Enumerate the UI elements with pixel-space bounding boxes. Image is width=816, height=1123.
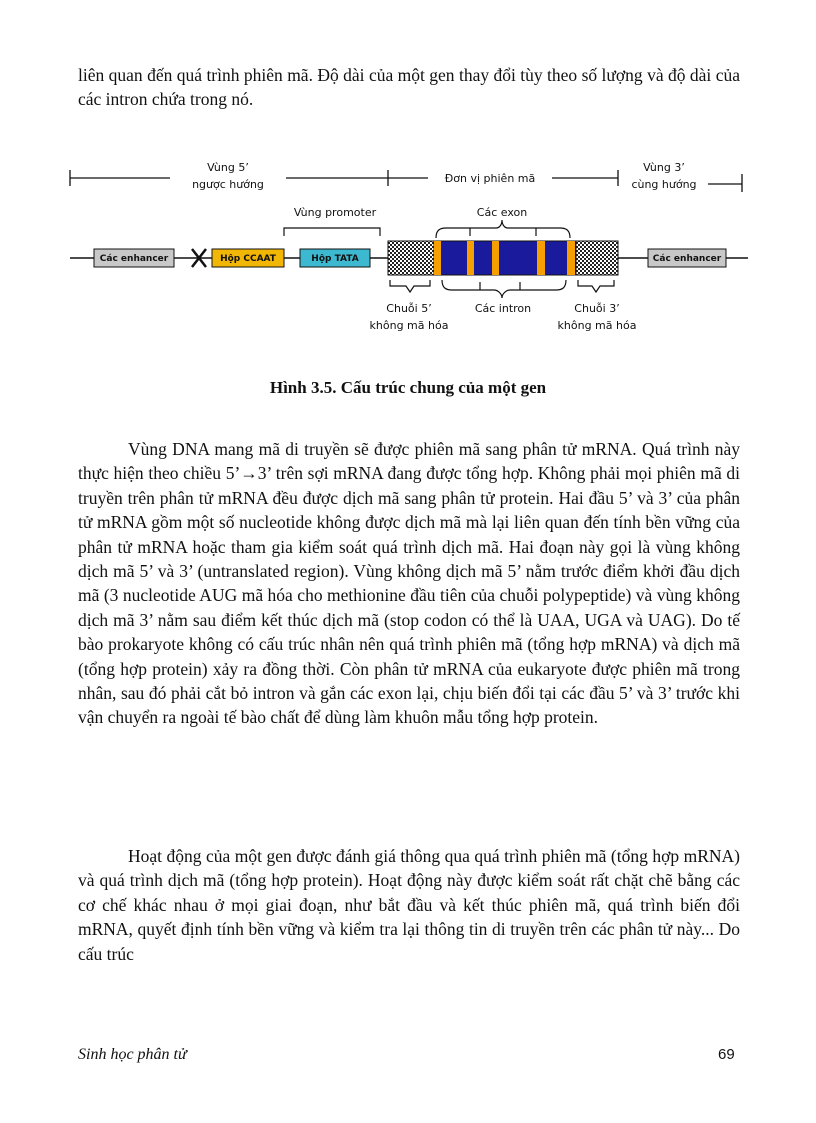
upstream-label-line2: ngược hướng: [192, 178, 264, 191]
downstream-label-line2: cùng hướng: [631, 178, 697, 191]
upstream-label-line1: Vùng 5’: [207, 161, 249, 174]
utr3-segment: [576, 241, 618, 275]
footer-book-title: Sinh học phân tử: [78, 1046, 187, 1063]
lower-braces: [390, 280, 614, 298]
exon-2: [467, 241, 474, 275]
exon-4: [537, 241, 545, 275]
page-number: 69: [718, 1046, 735, 1063]
coding-region: [434, 241, 576, 275]
exon-3: [492, 241, 499, 275]
exons-label: Các exon: [476, 206, 528, 219]
utr5-label-line2: không mã hóa: [369, 319, 449, 332]
figure-caption: Hình 3.5. Cấu trúc chung của một gen: [269, 378, 547, 397]
exons-brace: [436, 220, 570, 238]
utr3-label-line2: không mã hóa: [557, 319, 637, 332]
utr3-label-line1: Chuỗi 3’: [574, 302, 620, 315]
body-paragraph-2: Hoạt động của một gen được đánh giá thông qua quá trình phiên mã (tổng hợp mRNA) và quá trình dịch mã (tổng hợp protein). Hoạt động này được kiểm soát rất chặt chẽ bằng các cơ chế khác nhau ở mọi giai đoạn, như bắt đầu và kết thúc phiên mã, quá trình biến đổi mRNA, quyết định tính bền vững và kiểm tra lại thông tin di truyền trên các phân tử này... Do cấu trúc: [78, 846, 740, 964]
downstream-label-line1: Vùng 3’: [643, 161, 685, 174]
exon-1: [434, 241, 441, 275]
utr5-segment: [388, 241, 434, 275]
enhancer-right-label: Các enhancer: [652, 254, 722, 264]
body-paragraph-1: Vùng DNA mang mã di truyền sẽ được phiên mã sang phân tử mRNA. Quá trình này thực hiện theo chiều 5’→3’ trên sợi mRNA đang được tổng hợp. Không phải mọi phiên mã di truyền trên phân tử mRNA đều được dịch mã sang phân tử protein. Hai đầu 5’ và 3’ của phân tử mRNA gồm một số nucleotide không được dịch mã mà lại liên quan đến tính bền vững của phân tử mRNA hoặc tham gia kiểm soát quá trình dịch mã. Hai đoạn này gọi là vùng không dịch mã 5’ và 3’ (untranslated region). Vùng không dịch mã 5’ nằm trước điểm khởi đầu dịch mã (3 nucleotide AUG mã hóa cho methionine đầu tiên của chuỗi polypeptide) và vùng không dịch mã 3’ nằm sau điểm kết thúc dịch mã (stop codon có thể là UAA, UGA và UAG). Do tế bào prokaryote không có cấu trúc nhân nên quá trình phiên mã (tổng hợp mRNA) và dịch mã (tổng hợp protein) xảy ra đồng thời. Còn phân tử mRNA của eukaryote được phiên mã trong nhân, sau đó phải cắt bỏ intron và gắn các exon lại, chịu biến đổi tại các đầu 5’ và 3’ trước khi vận chuyển ra ngoài tế bào chất để dùng làm khuôn mẫu tổng hợp protein.: [78, 439, 740, 728]
introns-label: Các intron: [474, 302, 532, 315]
gene-structure-figure: [0, 150, 816, 350]
promoter-bracket: [284, 228, 380, 236]
ccaat-box-label: Hộp CCAAT: [220, 254, 276, 264]
exon-5: [567, 241, 575, 275]
top-paragraph: liên quan đến quá trình phiên mã. Độ dài của một gen thay đổi tùy theo số lượng và độ dài của các intron chứa trong nó.: [78, 65, 740, 110]
tata-box-label: Hộp TATA: [311, 254, 359, 264]
utr5-label-line1: Chuỗi 5’: [386, 302, 432, 315]
enhancer-left-label: Các enhancer: [99, 254, 169, 264]
promoter-region-label: Vùng promoter: [293, 206, 377, 219]
transcription-unit-label: Đơn vị phiên mã: [444, 172, 536, 185]
